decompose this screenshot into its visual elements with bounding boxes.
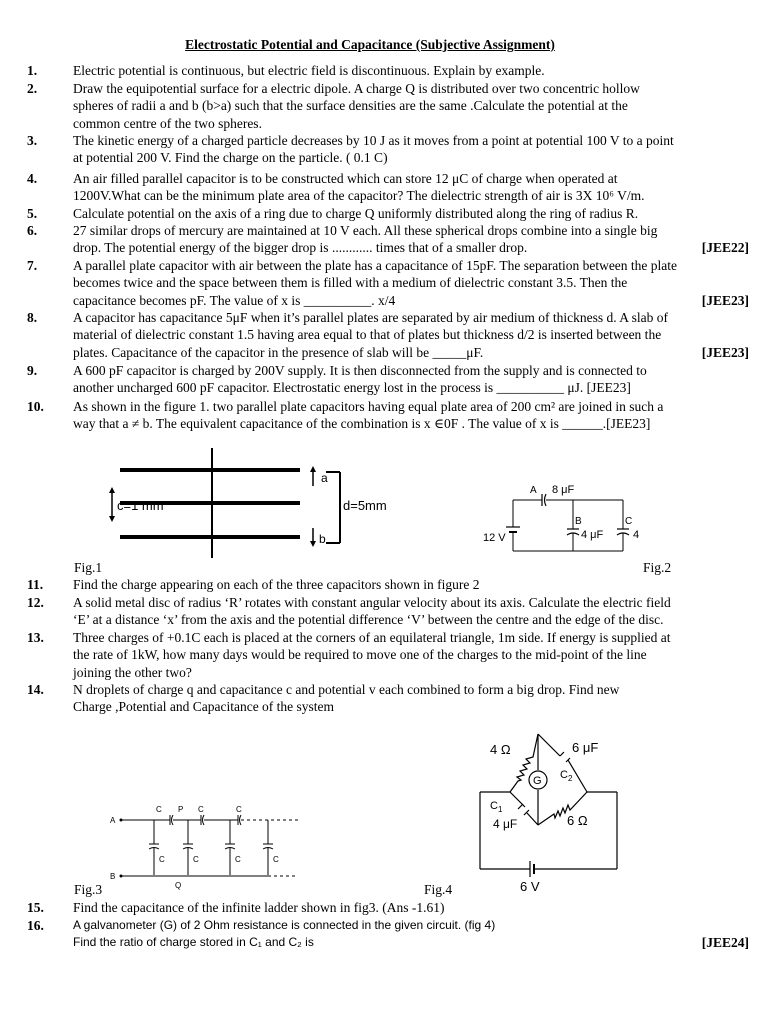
question-line: spheres of radii a and b (b>a) such that the surface densities are the same .Calculate the potential at the <box>73 98 628 114</box>
fig4-caption: Fig.4 <box>424 882 453 897</box>
fig2-caption: Fig.2 <box>643 560 672 575</box>
question-number: 1. <box>27 63 38 78</box>
question-number: 12. <box>27 595 44 610</box>
question-text <box>73 398 749 433</box>
question-text <box>73 576 749 593</box>
fig2-cap-c-value: 4 <box>633 529 640 541</box>
question-line: 27 similar drops of mercury are maintained at 10 V each. All these spherical drops combine into a single big <box>73 223 658 238</box>
question-10 <box>27 398 749 433</box>
fig1-label-a: a <box>321 471 328 485</box>
question-line: the rate of 1kW, how many days would be required to move one of the charges to the mid-point of the line <box>73 647 647 663</box>
question-line: Charge ,Potential and Capacitance of the system <box>73 699 335 715</box>
question-line: A galvanometer (G) of 2 Ohm resistance is connected in the given circuit. (fig 4) <box>73 918 496 932</box>
question-number: 15. <box>27 900 44 915</box>
question-line: The kinetic energy of a charged particle decreases by 10 J as it moves from a point at potential 100 V to a point <box>73 133 674 148</box>
fig3-label-q: Q <box>175 881 182 890</box>
question-last-line <box>73 344 749 361</box>
question-number: 13. <box>27 630 44 645</box>
question-text <box>73 899 749 916</box>
fig3-label-c3: C <box>236 805 242 814</box>
question-5 <box>27 205 749 222</box>
question-13 <box>27 629 749 681</box>
question-16 <box>27 917 749 952</box>
fig3-label-c2: C <box>198 805 204 814</box>
fig4-cap-4: 4 μF <box>493 817 518 831</box>
question-2 <box>27 80 749 132</box>
fig4-cap-6: 6 μF <box>572 740 599 755</box>
fig4-galvanometer: G <box>533 775 542 787</box>
question-line: 1200V.What can be the minimum plate area of the capacitor? The dielectric strength of air is 3X 10⁶ V/m. <box>73 188 645 204</box>
fig1-label-c: c=1 mm <box>117 498 164 513</box>
fig3-label-a: A <box>110 816 116 825</box>
question-line: material of dielectric constant 1.5 having area equal to that of plates but thickness d/2 is inserted between the <box>73 327 662 343</box>
question-last-line <box>73 292 749 309</box>
question-9 <box>27 362 749 397</box>
figure-2-capacitor-circuit <box>480 478 655 563</box>
question-text <box>73 681 749 716</box>
fig3-label-c1: C <box>156 805 162 814</box>
fig4-c1-label: $C_1$ <box>490 800 503 814</box>
question-text <box>73 629 749 681</box>
question-1 <box>27 62 749 79</box>
question-line: Three charges of +0.1C each is placed at the corners of an equilateral triangle, 1m side. If energy is supplied at <box>73 630 671 645</box>
fig1-label-d: d=5mm <box>343 498 387 513</box>
question-line: at potential 200 V. Find the charge on the particle. ( 0.1 C) <box>73 150 388 166</box>
question-line: drop. The potential energy of the bigger drop is ............ times that of a smaller drop. <box>73 240 528 256</box>
fig2-cap-b-value: 4 μF <box>581 529 604 541</box>
question-7 <box>27 257 749 309</box>
fig2-battery: 12 V <box>483 532 506 544</box>
question-line: Find the charge appearing on each of the three capacitors shown in figure 2 <box>73 577 480 592</box>
question-text <box>73 132 749 167</box>
question-line: An air filled parallel capacitor is to be constructed which can store 12 μC of charge when operated at <box>73 171 618 186</box>
question-line: Find the ratio of charge stored in C₁ and C₂ is <box>73 935 314 950</box>
question-number: 5. <box>27 206 38 221</box>
fig1-label-b: b <box>319 532 326 546</box>
exam-tag: [JEE22] <box>701 240 749 256</box>
question-text <box>73 62 749 79</box>
question-number: 9. <box>27 363 38 378</box>
question-4 <box>27 170 749 205</box>
question-text <box>73 170 749 205</box>
figure-1-parallel-plates <box>100 440 410 560</box>
question-text <box>73 80 749 132</box>
fig3-label-c-a: C <box>159 855 165 864</box>
question-line: A solid metal disc of radius ‘R’ rotates with constant angular velocity about its axis. Calculate the electric field <box>73 595 671 610</box>
question-line: another uncharged 600 pF capacitor. Electrostatic energy lost in the process is __________ μJ. [JEE23] <box>73 380 631 396</box>
question-line: Electric potential is continuous, but electric field is discontinuous. Explain by example. <box>73 63 545 78</box>
question-text <box>73 309 749 361</box>
question-text <box>73 362 749 397</box>
question-number: 14. <box>27 682 44 697</box>
question-number: 7. <box>27 258 38 273</box>
question-text <box>73 205 749 222</box>
question-text <box>73 594 749 629</box>
question-3 <box>27 132 749 167</box>
fig3-label-c-b: C <box>193 855 199 864</box>
question-line: plates. Capacitance of the capacitor in the presence of slab will be _____μF. <box>73 344 484 360</box>
exam-tag: [JEE23] <box>701 344 749 360</box>
fig4-resistor-6: 6 Ω <box>567 813 588 828</box>
question-number: 6. <box>27 223 38 238</box>
question-line: way that a ≠ b. The equivalent capacitance of the combination is x ∈0F . The value of x is ______.[JEE23] <box>73 416 651 432</box>
fig4-resistor-4: 4 Ω <box>490 742 511 757</box>
question-8 <box>27 309 749 361</box>
question-text <box>73 257 749 309</box>
fig2-label-b: B <box>575 516 582 527</box>
question-line: A 600 pF capacitor is charged by 200V supply. It is then disconnected from the supply and is connected to <box>73 363 647 378</box>
exam-tag: [JEE23] <box>701 292 749 308</box>
question-11 <box>27 576 749 593</box>
page-title: Electrostatic Potential and Capacitance (Subjective Assignment) <box>185 37 555 52</box>
question-line: Calculate potential on the axis of a ring due to charge Q uniformly distributed along the ring of radius R. <box>73 206 639 221</box>
question-15 <box>27 899 749 916</box>
figure-3-infinite-ladder <box>108 800 308 890</box>
question-number: 2. <box>27 81 38 96</box>
question-last-line <box>73 934 749 951</box>
fig2-cap-a-value: 8 μF <box>552 484 575 496</box>
question-last-line <box>73 239 749 256</box>
question-12 <box>27 594 749 629</box>
question-line: ‘E’ at a distance ‘x’ from the axis and the potential difference ‘V’ between the centre and the edge of the disc. <box>73 612 664 628</box>
fig4-battery: 6 V <box>520 879 540 894</box>
question-14 <box>27 681 749 716</box>
fig3-label-c-d: C <box>273 855 279 864</box>
figure-4-bridge-circuit <box>470 728 640 898</box>
question-line: capacitance becomes pF. The value of x is __________. x/4 <box>73 292 396 308</box>
question-line: As shown in the figure 1. two parallel plate capacitors having equal plate area of 200 cm² are joined in such a <box>73 399 664 414</box>
question-text <box>73 917 749 952</box>
fig3-label-c-c: C <box>235 855 241 864</box>
fig4-c2-label: $C_2$ <box>560 769 573 783</box>
fig3-label-p: P <box>178 805 184 814</box>
question-line: common centre of the two spheres. <box>73 115 262 131</box>
question-number: 16. <box>27 918 44 933</box>
question-line: Draw the equipotential surface for a electric dipole. A charge Q is distributed over two concentric hollow <box>73 81 640 96</box>
exam-tag: [JEE24] <box>701 935 749 951</box>
fig2-label-a: A <box>530 485 537 496</box>
question-number: 11. <box>27 577 44 592</box>
question-line: joining the other two? <box>73 664 192 680</box>
fig2-label-c: C <box>625 516 633 527</box>
fig3-caption: Fig.3 <box>74 882 103 897</box>
fig1-caption: Fig.1 <box>74 560 103 575</box>
question-text <box>73 222 749 257</box>
question-number: 3. <box>27 133 38 148</box>
question-line: becomes twice and the space between them is filled with a medium of dielectric constant 3.5. Then the <box>73 275 628 291</box>
question-line: N droplets of charge q and capacitance c and potential v each combined to form a big drop. Find new <box>73 682 620 697</box>
fig3-label-b: B <box>110 872 116 881</box>
question-line: A parallel plate capacitor with air between the plate has a capacitance of 15pF. The separation between the plate <box>73 258 678 273</box>
question-number: 10. <box>27 399 44 414</box>
question-line: Find the capacitance of the infinite ladder shown in fig3. (Ans -1.61) <box>73 900 445 915</box>
question-line: A capacitor has capacitance 5μF when it’s parallel plates are separated by air medium of thickness d. A slab of <box>73 310 669 325</box>
question-number: 4. <box>27 171 38 186</box>
question-6 <box>27 222 749 257</box>
question-number: 8. <box>27 310 38 325</box>
